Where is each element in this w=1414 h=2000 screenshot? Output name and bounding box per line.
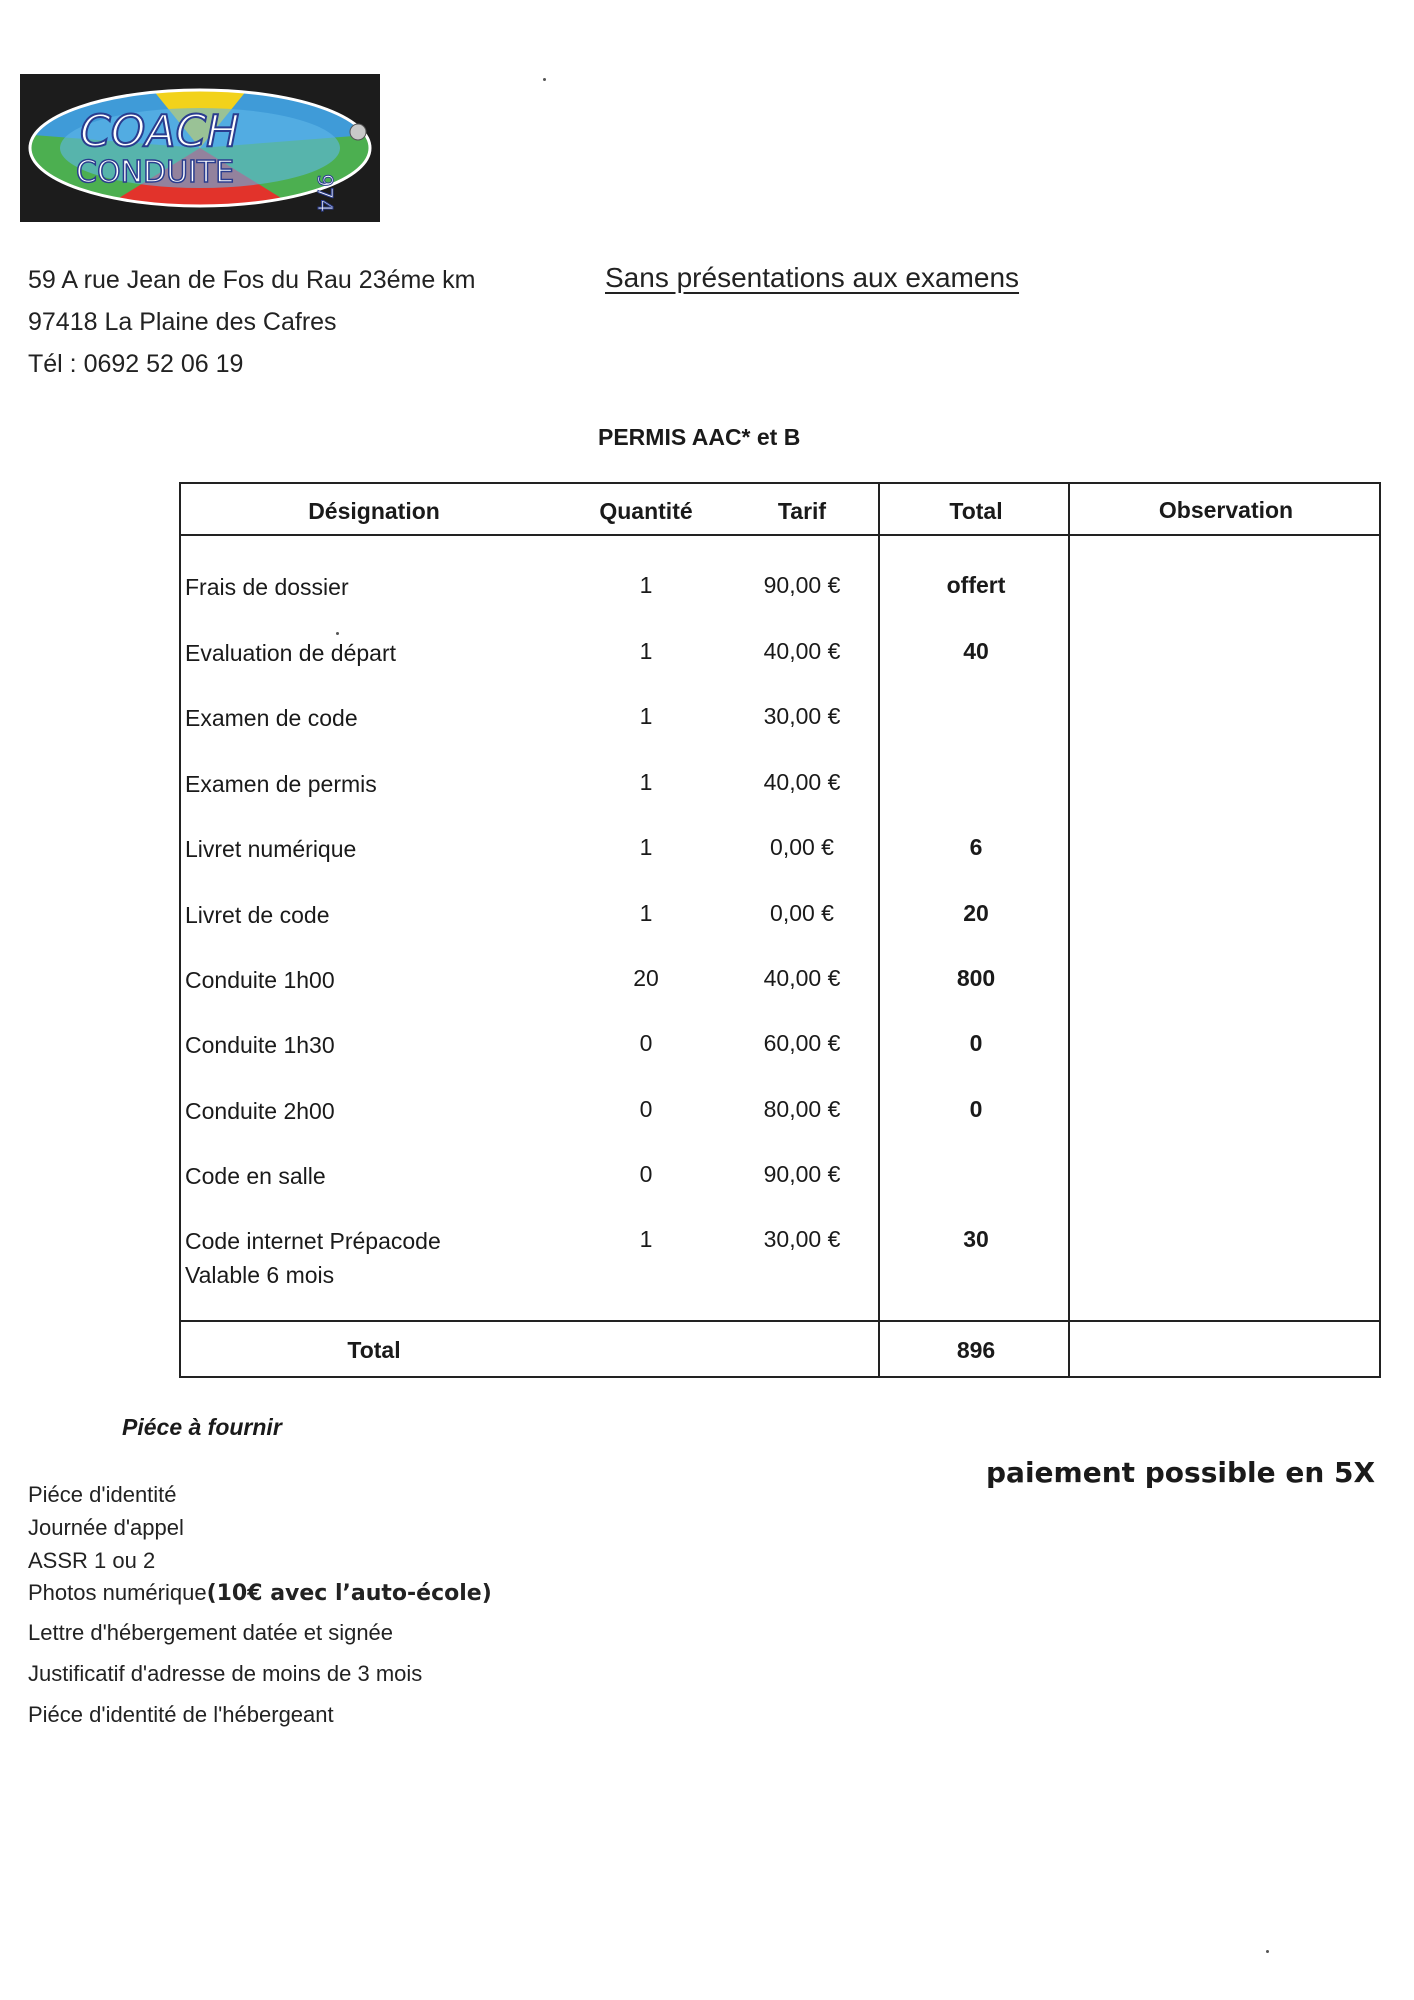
document-item: Piéce d'identité: [28, 1482, 177, 1507]
row-designation: Livret numérique: [185, 836, 357, 862]
row-designation: Conduite 2h00: [185, 1098, 335, 1124]
row-total: 800: [956, 965, 996, 991]
logo-text-conduite: CONDUITE: [76, 155, 235, 190]
row-tarif: 30,00 €: [763, 703, 841, 729]
document-item: ASSR 1 ou 2: [28, 1548, 156, 1573]
photo-price-note: (10€ avec l’auto-école): [206, 1581, 492, 1606]
documents-title: Piéce à fournir: [122, 1414, 282, 1440]
document-title: PERMIS AAC* et B: [598, 424, 801, 450]
row-tarif: 40,00 €: [763, 769, 841, 795]
row-quantite: 1: [639, 769, 653, 795]
row-designation: Examen de code: [185, 705, 358, 731]
logo-text-number: 974: [313, 174, 337, 213]
row-quantite: 1: [639, 834, 653, 860]
row-designation: Livret de code: [185, 902, 330, 928]
row-tarif: 60,00 €: [763, 1030, 841, 1056]
row-designation: Evaluation de départ: [185, 640, 396, 666]
row-quantite: 0: [639, 1096, 653, 1122]
row-quantite: 0: [639, 1161, 653, 1187]
address-line-1: 59 A rue Jean de Fos du Rau 23éme km: [28, 266, 476, 294]
table-footer-rule: [179, 1320, 1381, 1322]
table-header-rule: [179, 534, 1381, 536]
header-tarif: Tarif: [777, 498, 827, 524]
row-quantite: 1: [639, 638, 653, 664]
payment-note: paiement possible en 5X: [986, 1456, 1376, 1489]
table-total-value: 896: [956, 1337, 996, 1363]
row-designation: Code en salle: [185, 1163, 326, 1189]
document-item: Justificatif d'adresse de moins de 3 mois: [28, 1661, 423, 1686]
row-tarif: 30,00 €: [763, 1226, 841, 1252]
row-total: 0: [969, 1096, 983, 1122]
row-designation-note: Valable 6 mois: [185, 1262, 335, 1288]
header-quantite: Quantité: [599, 498, 693, 524]
row-total: 30: [963, 1226, 989, 1252]
row-quantite: 1: [639, 703, 653, 729]
header-total: Total: [949, 498, 1003, 524]
table-column-divider: [1068, 482, 1070, 1378]
row-quantite: 1: [639, 1226, 653, 1252]
row-tarif: 40,00 €: [763, 638, 841, 664]
scan-speck: [543, 78, 546, 81]
table-total-label: Total: [347, 1337, 401, 1363]
row-tarif: 90,00 €: [763, 1161, 841, 1187]
row-quantite: 1: [639, 572, 653, 598]
company-logo: [20, 74, 380, 222]
row-designation: Conduite 1h00: [185, 967, 335, 993]
scan-speck: [1266, 1950, 1269, 1953]
row-designation: Code internet Prépacode: [185, 1228, 441, 1254]
document-item: Photos numérique: [28, 1580, 207, 1605]
row-total: offert: [946, 572, 1006, 598]
document-item: Piéce d'identité de l'hébergeant: [28, 1702, 334, 1727]
row-quantite: 0: [639, 1030, 653, 1056]
row-total: 6: [969, 834, 983, 860]
document-item: Lettre d'hébergement datée et signée: [28, 1620, 394, 1645]
row-total: 20: [963, 900, 989, 926]
row-designation: Frais de dossier: [185, 574, 349, 600]
row-tarif: 0,00 €: [770, 900, 834, 926]
row-total: 40: [963, 638, 989, 664]
row-tarif: 90,00 €: [763, 572, 841, 598]
document-item: Journée d'appel: [28, 1515, 184, 1540]
row-tarif: 80,00 €: [763, 1096, 841, 1122]
row-tarif: 40,00 €: [763, 965, 841, 991]
row-quantite: 20: [633, 965, 659, 991]
row-total: 0: [969, 1030, 983, 1056]
row-designation: Conduite 1h30: [185, 1032, 335, 1058]
row-tarif: 0,00 €: [770, 834, 834, 860]
header-observation: Observation: [1158, 497, 1294, 523]
scan-speck: [336, 632, 339, 635]
address-line-2: 97418 La Plaine des Cafres: [28, 308, 337, 336]
row-designation: Examen de permis: [185, 771, 377, 797]
table-column-divider: [878, 482, 880, 1378]
header-designation: Désignation: [308, 498, 440, 524]
logo-text-coach: COACH: [80, 106, 240, 157]
phone-line: Tél : 0692 52 06 19: [28, 350, 244, 378]
row-quantite: 1: [639, 900, 653, 926]
exam-notice: Sans présentations aux examens: [605, 262, 1020, 293]
document-item-photos: [28, 1580, 492, 1606]
